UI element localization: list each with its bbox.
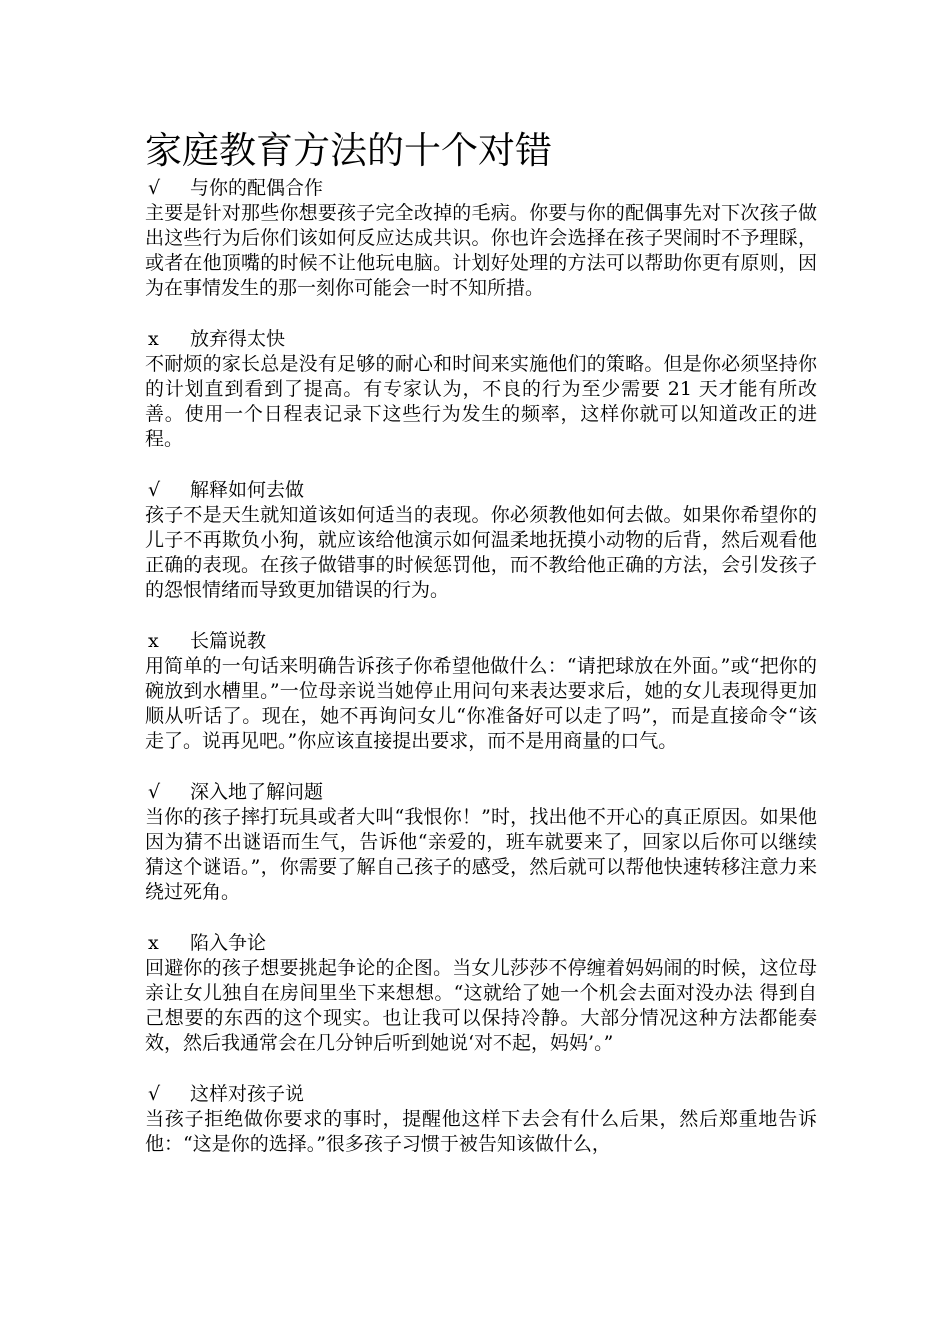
tip-heading-text: 深入地了解问题 xyxy=(190,781,324,803)
tip-heading-text: 这样对孩子说 xyxy=(190,1083,305,1105)
tip-heading-text: 长篇说教 xyxy=(190,630,267,652)
cross-mark-icon: x xyxy=(148,630,159,652)
tip-section xyxy=(145,478,817,603)
tip-body: 用简单的一句话来明确告诉孩子你希望他做什么：“请把球放在外面。”或“把你的碗放到水槽里。”一位母亲说当她停止用问句来表达要求后，她的女儿表现得更加顺从听话了。现在，她不再询问女儿“你准备好可以走了吗”，而是直接命令“该走了。说再见吧。”你应该直接提出要求，而不是用商量的口气。 xyxy=(145,655,817,752)
tip-body: 不耐烦的家长总是没有足够的耐心和时间来实施他们的策略。但是你必须坚持你的计划直到看到了提高。有专家认为，不良的行为至少需要 21 天才能有所改善。使用一个日程表记录下这些行为发生的频率，这样你就可以知道改正的进程。 xyxy=(145,353,817,450)
tip-heading xyxy=(145,478,817,503)
cross-mark-icon: x xyxy=(148,932,159,954)
tip-heading-text: 与你的配偶合作 xyxy=(190,177,324,199)
tip-section xyxy=(145,780,817,905)
cross-mark-icon: x xyxy=(148,328,159,350)
check-mark-icon: √ xyxy=(148,781,161,803)
tip-heading-text: 解释如何去做 xyxy=(190,479,305,501)
tip-body: 孩子不是天生就知道该如何适当的表现。你必须教他如何去做。如果你希望你的儿子不再欺负小狗，就应该给他演示如何温柔地抚摸小动物的后背，然后观看他正确的表现。在孩子做错事的时候惩罚他，而不教给他正确的方法，会引发孩子的怨恨情绪而导致更加错误的行为。 xyxy=(145,504,817,601)
tip-heading xyxy=(145,780,817,805)
tip-body: 当孩子拒绝做你要求的事时，提醒他这样下去会有什么后果，然后郑重地告诉他：“这是你的选择。”很多孩子习惯于被告知该做什么， xyxy=(145,1108,817,1155)
tip-section xyxy=(145,176,817,301)
tip-section xyxy=(145,931,817,1056)
tip-heading xyxy=(145,629,817,654)
tip-heading-text: 放弃得太快 xyxy=(190,328,286,350)
document-title: 家庭教育方法的十个对错 xyxy=(145,129,552,172)
tip-body: 主要是针对那些你想要孩子完全改掉的毛病。你要与你的配偶事先对下次孩子做出这些行为后你们该如何反应达成共识。你也许会选择在孩子哭闹时不予理睬，或者在他顶嘴的时候不让他玩电脑。计划好处理的方法可以帮助你更有原则，因为在事情发生的那一刻你可能会一时不知所措。 xyxy=(145,202,817,299)
check-mark-icon: √ xyxy=(148,479,161,501)
tip-section xyxy=(145,327,817,452)
tip-heading xyxy=(145,327,817,352)
tip-body: 当你的孩子摔打玩具或者大叫“我恨你！”时，找出他不开心的真正原因。如果他因为猜不出谜语而生气，告诉他“亲爱的，班车就要来了，回家以后你可以继续猜这个谜语。”，你需要了解自己孩子的感受，然后就可以帮他快速转移注意力来绕过死角。 xyxy=(145,806,817,903)
document-page xyxy=(145,128,817,1183)
tip-section xyxy=(145,629,817,754)
tip-body: 回避你的孩子想要挑起争论的企图。当女儿莎莎不停缠着妈妈闹的时候，这位母亲让女儿独自在房间里坐下来想想。“这就给了她一个机会去面对没办法 得到自己想要的东西的这个现实。也让我可以保持冷静。大部分情况这种方法都能奏效，然后我通常会在几分钟后听到她说‘对不起，妈妈’。” xyxy=(145,957,817,1054)
tip-heading-text: 陷入争论 xyxy=(190,932,267,954)
check-mark-icon: √ xyxy=(148,1083,161,1105)
check-mark-icon: √ xyxy=(148,177,161,199)
tip-heading xyxy=(145,176,817,201)
tip-heading xyxy=(145,931,817,956)
tip-section xyxy=(145,1082,817,1157)
tip-heading xyxy=(145,1082,817,1107)
